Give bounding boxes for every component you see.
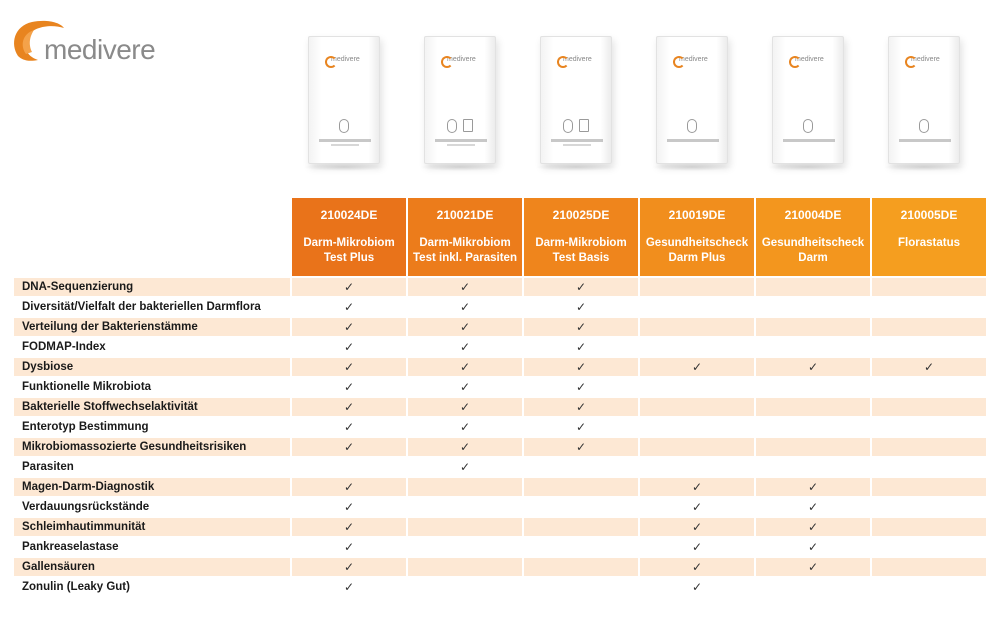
table-row (14, 378, 990, 396)
check-icon: ✓ (343, 540, 355, 554)
table-row (14, 418, 990, 436)
empty-cell (872, 378, 986, 396)
column-header-210025DE (524, 198, 638, 276)
empty-cell (756, 458, 870, 476)
empty-cell (756, 378, 870, 396)
empty-cell (640, 398, 754, 416)
empty-cell (872, 558, 986, 576)
empty-cell (408, 558, 522, 576)
product-box-title-line (667, 139, 719, 142)
column-code: 210019DE (668, 208, 726, 222)
check-icon: ✓ (524, 278, 638, 296)
check-icon: ✓ (292, 318, 406, 336)
medivere-logo (8, 14, 168, 72)
empty-cell (872, 458, 986, 476)
product-box-logo: medivere (911, 56, 940, 63)
check-icon: ✓ (343, 380, 355, 394)
empty-cell (872, 298, 986, 316)
check-icon: ✓ (343, 580, 355, 594)
row-label: FODMAP-Index (22, 341, 106, 353)
column-name: Darm-Mikrobiom Test Plus (303, 237, 395, 264)
check-icon: ✓ (343, 500, 355, 514)
product-box-title-line (435, 139, 487, 142)
empty-cell (872, 418, 986, 436)
product-box-logo: medivere (679, 56, 708, 63)
empty-cell (872, 398, 986, 416)
check-icon: ✓ (292, 478, 406, 496)
check-icon: ✓ (459, 340, 471, 354)
empty-cell (640, 298, 754, 316)
row-label: DNA-Sequenzierung (14, 278, 290, 296)
table-row (14, 498, 990, 516)
table-row (14, 478, 990, 496)
empty-cell (756, 418, 870, 436)
product-box-subtitle-line (447, 144, 475, 146)
row-label: Verteilung der Bakterienstämme (14, 318, 290, 336)
empty-cell (756, 338, 870, 356)
product-box-210024DE (308, 36, 380, 164)
check-icon: ✓ (524, 438, 638, 456)
check-icon: ✓ (408, 278, 522, 296)
empty-cell (524, 458, 638, 476)
row-label: Enterotyp Bestimmung (22, 421, 149, 433)
column-code: 210021DE (436, 208, 494, 222)
empty-cell (872, 438, 986, 456)
gut-icon (803, 119, 813, 133)
table-row (14, 518, 990, 536)
column-code: 210004DE (784, 208, 842, 222)
check-icon: ✓ (575, 420, 587, 434)
empty-cell (756, 318, 870, 336)
check-icon: ✓ (691, 540, 703, 554)
table-row (14, 398, 990, 416)
column-code: 210005DE (900, 208, 958, 222)
empty-cell (524, 538, 638, 556)
empty-cell (872, 578, 986, 596)
empty-cell (872, 478, 986, 496)
check-icon: ✓ (408, 358, 522, 376)
product-box-logo: medivere (563, 56, 592, 63)
empty-cell (524, 578, 638, 596)
empty-cell (408, 538, 522, 556)
check-icon: ✓ (292, 518, 406, 536)
empty-cell (524, 558, 638, 576)
check-icon: ✓ (292, 438, 406, 456)
check-icon: ✓ (756, 518, 870, 536)
row-label: Magen-Darm-Diagnostik (14, 478, 290, 496)
check-icon: ✓ (343, 420, 355, 434)
product-images (292, 36, 992, 176)
row-label: Pankreaselastase (22, 541, 119, 553)
empty-cell (756, 578, 870, 596)
check-icon: ✓ (292, 558, 406, 576)
check-icon: ✓ (807, 500, 819, 514)
row-label: Zonulin (Leaky Gut) (22, 581, 130, 593)
column-name: Gesundheitscheck Darm Plus (645, 237, 749, 264)
check-icon: ✓ (640, 478, 754, 496)
check-icon: ✓ (408, 398, 522, 416)
check-icon: ✓ (756, 558, 870, 576)
column-header-210005DE (872, 198, 986, 276)
check-icon: ✓ (292, 398, 406, 416)
empty-cell (524, 478, 638, 496)
table-row (14, 358, 990, 376)
row-label: Verdauungsrückstände (22, 501, 150, 513)
gut-icon (687, 119, 697, 133)
product-box-210005DE (888, 36, 960, 164)
check-icon: ✓ (524, 318, 638, 336)
product-box-title-line (319, 139, 371, 142)
column-header-210021DE (408, 198, 522, 276)
check-icon: ✓ (459, 380, 471, 394)
check-icon: ✓ (640, 358, 754, 376)
empty-cell (872, 318, 986, 336)
table-row (14, 278, 990, 296)
check-icon: ✓ (807, 540, 819, 554)
product-box-logo: medivere (331, 56, 360, 63)
row-label: Diversität/Vielfalt der bakteriellen Darmflora (22, 301, 261, 313)
column-name: Darm-Mikrobiom Test Basis (535, 237, 627, 264)
table-row (14, 538, 990, 556)
product-box-subtitle-line (563, 144, 591, 146)
check-icon: ✓ (756, 358, 870, 376)
table-row (14, 578, 990, 596)
check-icon: ✓ (459, 300, 471, 314)
empty-cell (524, 518, 638, 536)
column-name: Gesundheitscheck Darm (761, 237, 865, 264)
column-header-210019DE (640, 198, 754, 276)
table-row (14, 298, 990, 316)
check-icon: ✓ (756, 478, 870, 496)
empty-cell (640, 338, 754, 356)
empty-cell (640, 278, 754, 296)
check-icon: ✓ (640, 558, 754, 576)
gut-icon (447, 119, 457, 133)
empty-cell (640, 418, 754, 436)
empty-cell (524, 498, 638, 516)
table-row (14, 558, 990, 576)
column-name: Darm-Mikrobiom Test inkl. Parasiten (413, 237, 517, 264)
check-icon: ✓ (408, 318, 522, 336)
column-code: 210024DE (320, 208, 378, 222)
column-name: Florastatus (898, 237, 960, 249)
check-icon: ✓ (524, 358, 638, 376)
check-icon: ✓ (575, 300, 587, 314)
product-box-title-line (899, 139, 951, 142)
row-label: Schleimhautimmunität (14, 518, 290, 536)
empty-cell (756, 398, 870, 416)
table-row (14, 458, 990, 476)
check-icon: ✓ (691, 580, 703, 594)
check-icon: ✓ (408, 438, 522, 456)
column-header-210004DE (756, 198, 870, 276)
logo-text: medivere (44, 34, 156, 65)
check-icon: ✓ (292, 278, 406, 296)
check-icon: ✓ (872, 358, 986, 376)
check-icon: ✓ (524, 398, 638, 416)
product-box-logo: medivere (795, 56, 824, 63)
table-row (14, 318, 990, 336)
empty-cell (408, 578, 522, 596)
product-box-210004DE (772, 36, 844, 164)
empty-cell (640, 378, 754, 396)
table-row (14, 338, 990, 356)
empty-cell (756, 438, 870, 456)
product-box-title-line (551, 139, 603, 142)
empty-cell (756, 278, 870, 296)
check-icon: ✓ (575, 340, 587, 354)
gut-icon (563, 119, 573, 133)
product-box-210021DE (424, 36, 496, 164)
product-box-210019DE (656, 36, 728, 164)
row-label: Parasiten (22, 461, 74, 473)
check-icon: ✓ (575, 380, 587, 394)
product-box-logo: medivere (447, 56, 476, 63)
check-icon: ✓ (292, 358, 406, 376)
product-box-210025DE (540, 36, 612, 164)
table-row (14, 438, 990, 456)
row-label: Funktionelle Mikrobiota (22, 381, 152, 393)
empty-cell (640, 318, 754, 336)
product-box-title-line (783, 139, 835, 142)
row-label: Gallensäuren (14, 558, 290, 576)
empty-cell (408, 478, 522, 496)
check-icon: ✓ (640, 518, 754, 536)
doc-icon (579, 119, 589, 132)
empty-cell (640, 458, 754, 476)
check-icon: ✓ (459, 460, 471, 474)
check-icon: ✓ (343, 300, 355, 314)
column-header-210024DE (292, 198, 406, 276)
check-icon: ✓ (691, 500, 703, 514)
table-header-row (292, 198, 990, 276)
check-icon: ✓ (459, 420, 471, 434)
empty-cell (872, 498, 986, 516)
empty-cell (872, 518, 986, 536)
empty-cell (756, 298, 870, 316)
row-label: Bakterielle Stoffwechselaktivität (14, 398, 290, 416)
empty-cell (408, 498, 522, 516)
empty-cell (872, 338, 986, 356)
gut-icon (919, 119, 929, 133)
empty-cell (408, 518, 522, 536)
doc-icon (463, 119, 473, 132)
empty-cell (872, 278, 986, 296)
gut-icon (339, 119, 349, 133)
empty-cell (872, 538, 986, 556)
check-icon: ✓ (343, 340, 355, 354)
empty-cell (640, 438, 754, 456)
row-label: Dysbiose (14, 358, 290, 376)
empty-cell (292, 458, 406, 476)
row-label: Mikrobiomassozierte Gesundheitsrisiken (14, 438, 290, 456)
column-code: 210025DE (552, 208, 610, 222)
product-box-subtitle-line (331, 144, 359, 146)
